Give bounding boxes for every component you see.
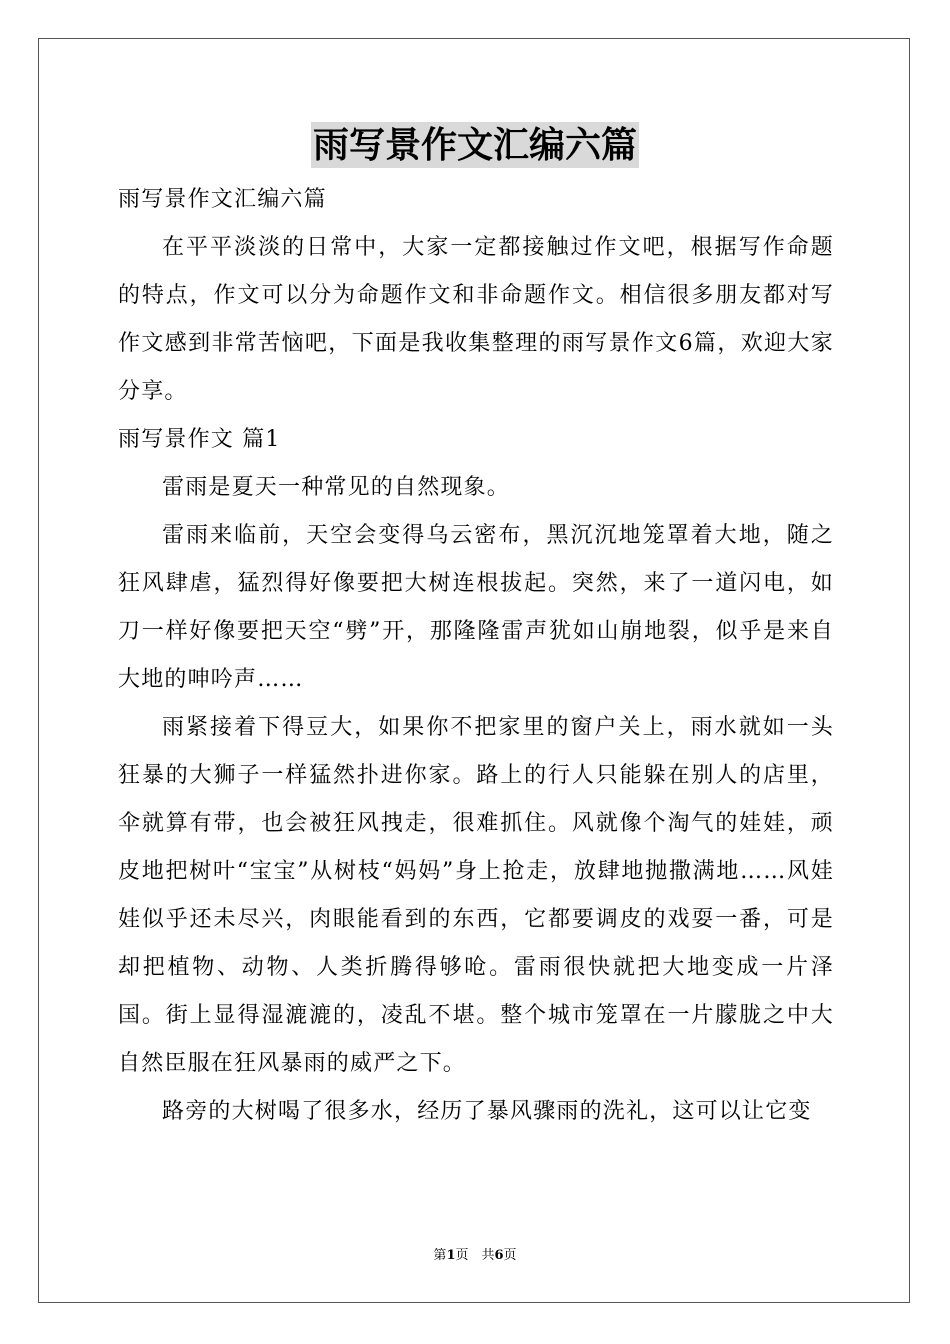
- footer-current-page: 1: [446, 1248, 456, 1263]
- subtitle-paragraph: 雨写景作文汇编六篇: [118, 187, 327, 212]
- body-paragraph: 雨紧接着下得豆大，如果你不把家里的窗户关上，雨水就如一头狂暴的大狮子一样猛然扑进你家。路上的行人只能躲在别人的店里，伞就算有带，也会被狂风拽走，很难抓住。风就像个淘气的娃娃，顽皮地把树叶“宝宝”从树枝“妈妈”身上抢走，放肆地抛撒满地……风娃娃似乎还未尽兴，肉眼能看到的东西，它都要调皮的戏耍一番，可是却把植物、动物、人类折腾得够呛。雷雨很快就把大地变成一片泽国。街上显得湿漉漉的，凌乱不堪。整个城市笼罩在一片朦胧之中大自然臣服在狂风暴雨的威严之下。: [118, 715, 834, 1076]
- body-paragraph: 路旁的大树喝了很多水，经历了暴风骤雨的洗礼，这可以让它变: [162, 1099, 812, 1124]
- footer-prefix: 第: [433, 1248, 447, 1263]
- body-paragraph: 雷雨来临前，天空会变得乌云密布，黑沉沉地笼罩着大地，随之狂风肆虐，猛烈得好像要把大树连根拔起。突然，来了一道闪电，如刀一样好像要把天空“劈”开，那隆隆雷声犹如山崩地裂，似乎是来自大地的呻吟声……: [118, 523, 834, 692]
- document-body: [118, 176, 834, 1136]
- footer-suffix: 页: [503, 1248, 517, 1263]
- footer-total-pages: 6: [494, 1248, 504, 1263]
- title-wrap: [0, 122, 950, 168]
- document-title: 雨写景作文汇编六篇: [312, 124, 637, 166]
- body-paragraph: 雷雨是夏天一种常见的自然现象。: [162, 475, 511, 500]
- page-footer: [0, 1247, 950, 1265]
- intro-paragraph: 在平平淡淡的日常中，大家一定都接触过作文吧，根据写作命题的特点，作文可以分为命题作文和非命题作文。相信很多朋友都对写作文感到非常苦恼吧，下面是我收集整理的雨写景作文6篇，欢迎大家分享。: [118, 235, 834, 404]
- footer-mid: 页 共: [455, 1248, 495, 1263]
- section-heading: 雨写景作文 篇1: [118, 427, 281, 452]
